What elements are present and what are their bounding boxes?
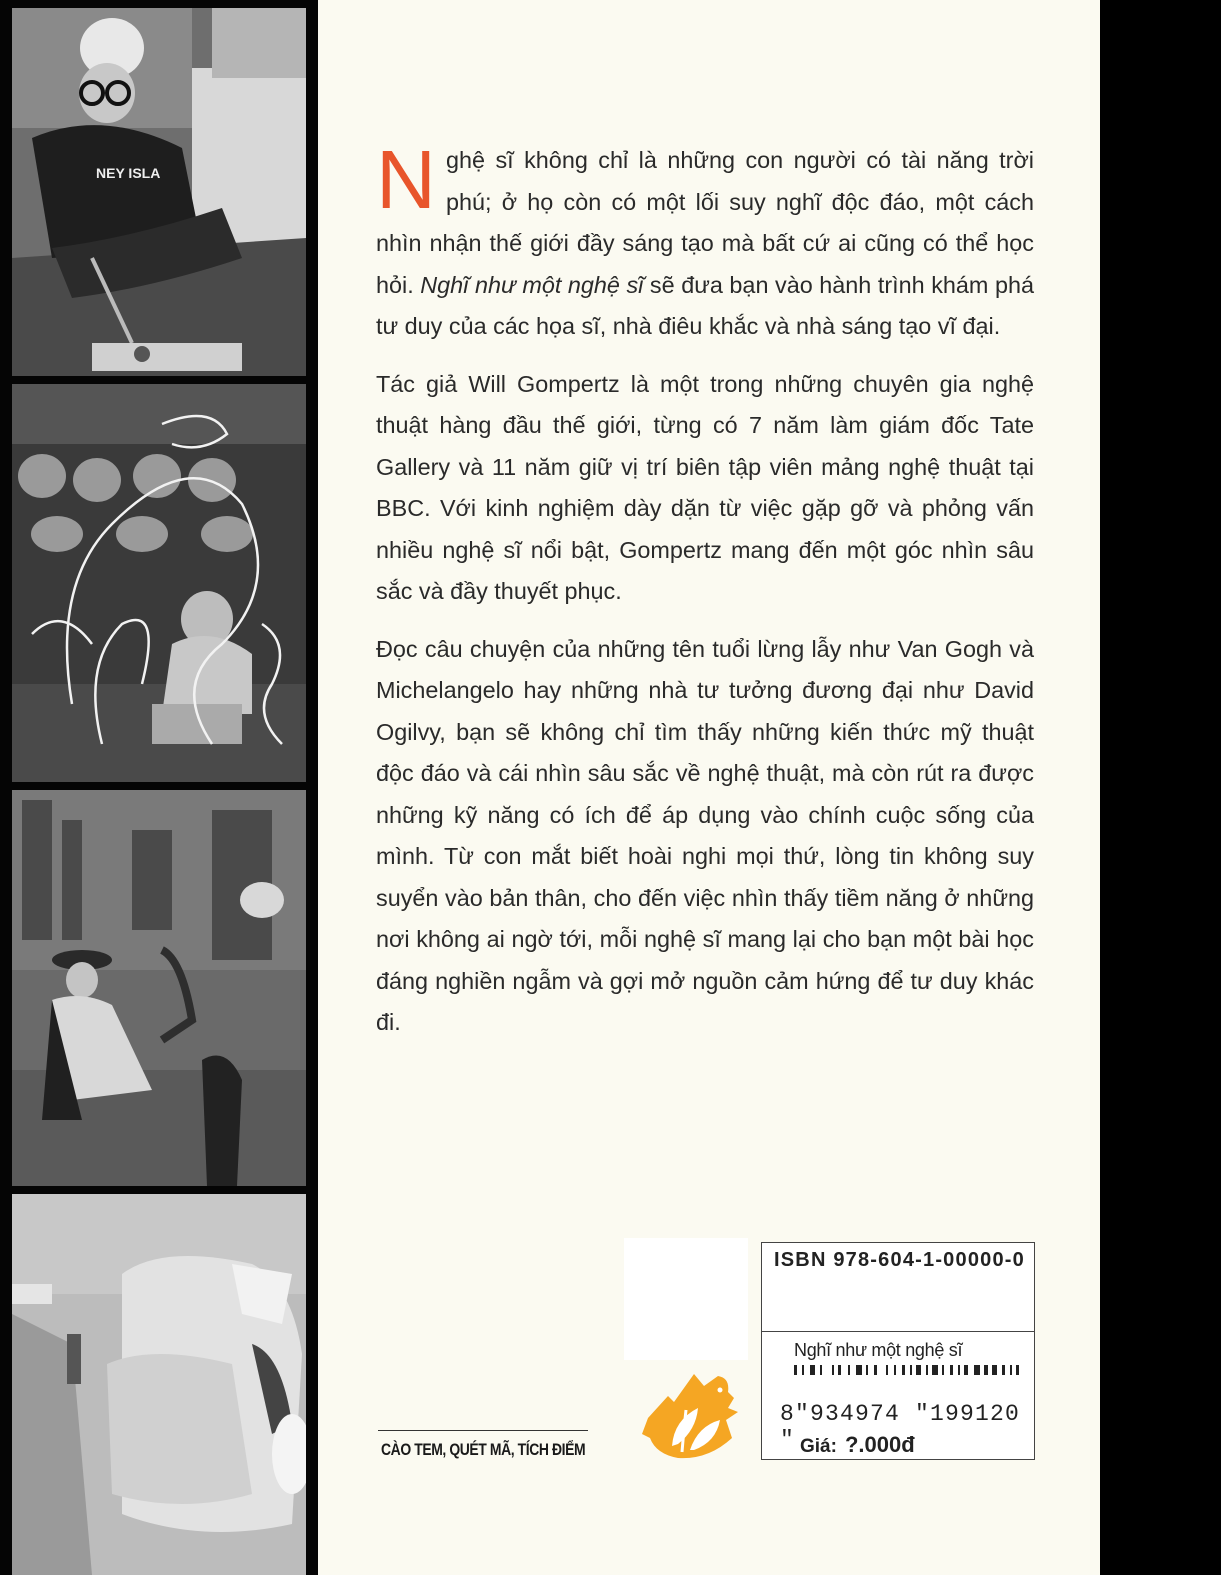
barcode-digits: 8"934974 "199120 "	[780, 1401, 1021, 1453]
barcode-bars	[794, 1365, 1022, 1375]
blurb-paragraph-3: Đọc câu chuyện của những tên tuổi lừng lẫy như Van Gogh và Michelangelo hay những nhà tư tưởng đương đại như David Ogilvy, bạn sẽ không chỉ tìm thấy những kiến thức mỹ thuật độc đáo và cái nhìn sâu sắc về nghệ thuật, mà còn rút ra được những kỹ năng có ích để áp dụng vào chính cuộc sống của mình. Từ con mắt biết hoài nghi mọi thứ, lòng tin không suy suyển vào bản thân, cho đến việc nhìn thấy tiềm năng ở những nơi không ai ngờ tới, mỗi nghệ sĩ mang lại cho bạn một bài học đáng nghiền ngẫm và gợi mở nguồn cảm hứng để tư duy khác đi.	[376, 635, 1034, 1035]
scratch-scan-points-text: CÀO TEM, QUÉT MÃ, TÍCH ĐIỂM	[381, 1440, 586, 1459]
price-value: ?.000đ	[844, 1432, 915, 1457]
photo-light-drawing	[12, 384, 306, 782]
photo-ornate-room	[12, 790, 306, 1186]
publisher-logo-icon	[638, 1368, 746, 1464]
price-label: Giá:	[800, 1436, 837, 1457]
blurb-text	[376, 133, 1034, 1060]
barcode-divider	[762, 1331, 1034, 1332]
right-black-bar	[1100, 0, 1221, 1575]
stamp-line	[378, 1430, 588, 1431]
photo-artist-painting	[12, 8, 306, 376]
drop-cap: N	[376, 133, 436, 226]
isbn-text: ISBN 978-604-1-00000-0	[774, 1249, 1025, 1271]
blurb-p1-part-a: ghệ sĩ không chỉ là những con người có tài năng trời phú; ở họ còn có một lối suy nghĩ độc đáo, một cách nhìn nhận thế giới đầy sáng tạo mà bất cứ ai cũng có thể học hỏi.	[376, 147, 1034, 298]
sweater-text: NEY ISLA	[96, 165, 161, 181]
photo-armchair	[12, 1194, 306, 1575]
blank-sticker-area	[624, 1238, 748, 1360]
blurb-p1-part-b: sẽ đưa bạn vào hành trình khám phá tư duy của các họa sĩ, nhà điêu khắc và nhà sáng tạo vĩ đại.	[376, 271, 1034, 339]
blurb-paragraph-1	[376, 133, 1034, 348]
barcode-book-title: Nghĩ như một nghệ sĩ	[794, 1340, 963, 1360]
price-row	[800, 1432, 915, 1458]
photo-filmstrip	[0, 0, 318, 1575]
blurb-paragraph-2: Tác giả Will Gompertz là một trong những chuyên gia nghệ thuật hàng đầu thế giới, từng có 7 năm làm giám đốc Tate Gallery và 11 năm giữ vị trí biên tập viên mảng nghệ thuật tại BBC. Với kinh nghiệm dày dặn từ việc gặp gỡ và phỏng vấn nhiều nghệ sĩ nổi bật, Gompertz mang đến một góc nhìn sâu sắc và đầy thuyết phục.	[376, 370, 1034, 604]
barcode-box	[761, 1242, 1035, 1460]
book-title-italic: Nghĩ như một nghệ sĩ	[420, 271, 644, 298]
